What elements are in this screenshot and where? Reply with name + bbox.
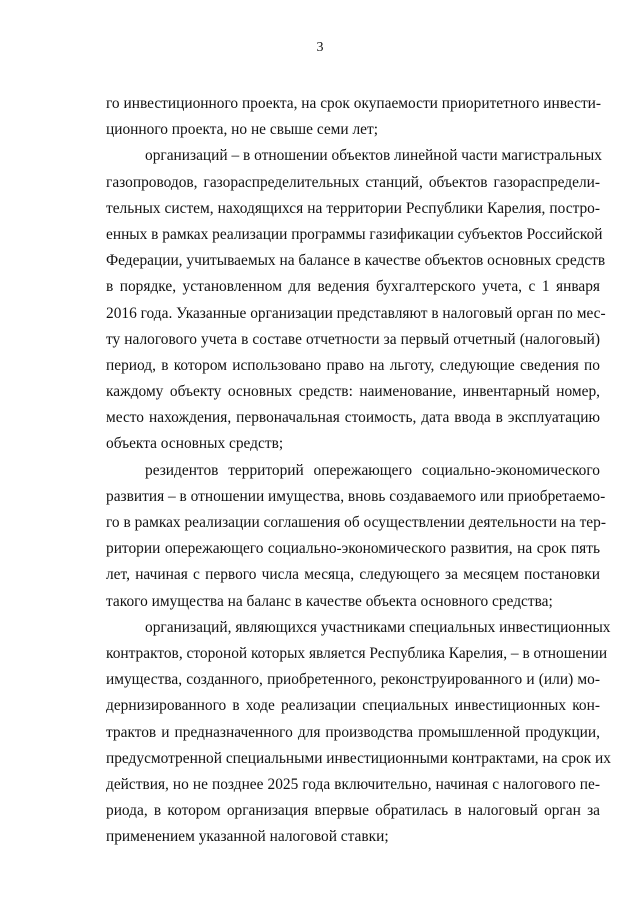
document-body bbox=[106, 91, 611, 850]
text-line: место нахождения, первоначальная стоимость, дата ввода в эксплуатацию bbox=[106, 409, 600, 427]
text-line: риода, в котором организация впервые обратилась в налоговый орган за bbox=[106, 802, 600, 820]
text-line: тельных систем, находящихся на территории Республики Карелия, постро- bbox=[106, 199, 600, 217]
text-line: го инвестиционного проекта, на срок окупаемости приоритетного инвести- bbox=[106, 95, 602, 112]
text-line: ционного проекта, но не свыше семи лет; bbox=[106, 121, 379, 139]
text-line: развития – в отношении имущества, вновь создаваемого или приобретаемо- bbox=[106, 487, 606, 505]
text-line: действия, но не позднее 2025 года включительно, начиная с налогового пе- bbox=[106, 775, 600, 793]
text-line: трактов и предназначенного для производства промышленной продукции, bbox=[106, 723, 600, 741]
text-line: контрактов, стороной которых является Республика Карелия, – в отношении bbox=[106, 644, 608, 662]
page-number: 3 bbox=[316, 40, 324, 55]
text-line: организаций – в отношении объектов линейной части магистральных bbox=[145, 147, 602, 165]
text-line: каждому объекту основных средств: наименование, инвентарный номер, bbox=[106, 383, 600, 401]
text-line: енных в рамках реализации программы газификации субъектов Российской bbox=[106, 225, 603, 243]
text-line: газопроводов, газораспределительных станций, объектов газораспредели- bbox=[106, 173, 600, 191]
text-line: такого имущества на баланс в качестве объекта основного средства; bbox=[106, 592, 553, 610]
text-line: предусмотренной специальными инвестиционными контрактами, на срок их bbox=[106, 749, 611, 767]
text-line: объекта основных средств; bbox=[106, 435, 284, 453]
text-line: го в рамках реализации соглашения об осуществлении деятельности на тер- bbox=[106, 514, 606, 531]
text-line: лет, начиная с первого числа месяца, следующего за месяцем постановки bbox=[106, 566, 600, 584]
paragraph bbox=[106, 91, 600, 143]
text-line: резидентов территорий опережающего социально-экономического bbox=[145, 461, 600, 479]
text-line: дернизированного в ходе реализации специальных инвестиционных кон- bbox=[106, 697, 600, 715]
text-line: 2016 года. Указанные организации представляют в налоговый орган по мес- bbox=[106, 304, 606, 322]
text-line: применением указанной налоговой ставки; bbox=[106, 828, 389, 846]
text-line: период, в котором использовано право на льготу, следующие сведения по bbox=[106, 356, 600, 374]
text-line: организаций, являющихся участниками специальных инвестиционных bbox=[145, 618, 611, 636]
paragraph bbox=[106, 143, 606, 457]
text-line: ту налогового учета в составе отчетности за первый отчетный (налоговый) bbox=[106, 330, 600, 348]
text-line: в порядке, установленном для ведения бухгалтерского учета, с 1 января bbox=[106, 278, 600, 296]
text-line: имущества, созданного, приобретенного, реконструированного и (или) мо- bbox=[106, 671, 600, 689]
paragraph bbox=[106, 615, 611, 851]
text-line: ритории опережающего социально-экономического развития, на срок пять bbox=[106, 540, 600, 558]
paragraph bbox=[106, 458, 606, 615]
text-line: Федерации, учитываемых на балансе в качестве объектов основных средств bbox=[106, 252, 606, 270]
